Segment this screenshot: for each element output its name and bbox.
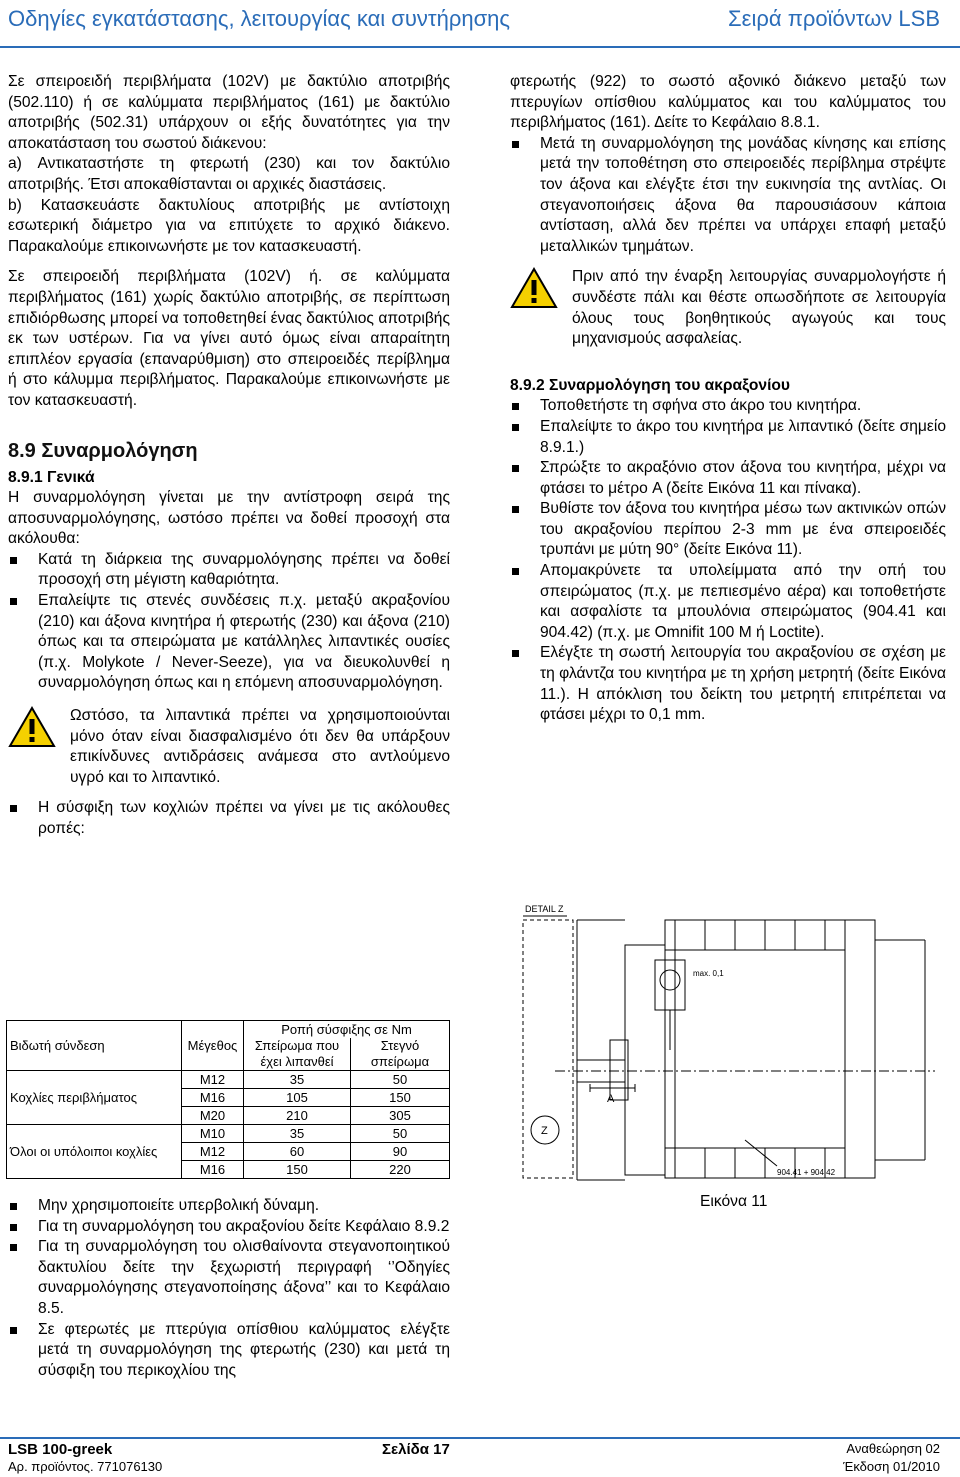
bullet-list	[8, 550, 450, 694]
table-cell: M16	[182, 1089, 244, 1107]
bullet-list	[510, 134, 946, 258]
page-header	[0, 0, 960, 48]
footer-revision: Αναθεώρηση 02	[846, 1441, 940, 1456]
list-item: Για τη συναρμολόγηση του ακραξονίου δείτε Κεφάλαιο 8.9.2	[8, 1217, 450, 1238]
warning-icon	[510, 267, 558, 309]
list-item: Απομακρύνετε τα υπολείμματα από την οπή του σπειρώματος (π.χ. με πεπιεσμένο αέρα) και τοποθετήστε και ασφαλίστε τα μπουλόνια σπειρώματος (904.41 και 904.42) (π.χ. με Omnifit 100 M ή Loctite).	[510, 561, 946, 643]
table-cell: 220	[351, 1161, 450, 1179]
table-cell: M10	[182, 1125, 244, 1143]
z-label: Z	[541, 1125, 548, 1137]
footer-document: LSB 100-greek	[8, 1441, 113, 1458]
table-cell: M12	[182, 1071, 244, 1089]
table-header-cell: Βιδωτή σύνδεση	[7, 1021, 182, 1071]
list-item: Σπρώξτε το ακραξόνιο στον άξονα του κινητήρα, μέχρι να φτάσει το μέτρο A (δείτε Εικόνα 11 και πίνακα).	[510, 458, 946, 499]
bolt-label: 904.41 + 904.42	[777, 1168, 836, 1177]
table-cell: 150	[244, 1161, 351, 1179]
footer-page-number: Σελίδα 17	[382, 1441, 450, 1458]
figure-caption: Εικόνα 11	[700, 1193, 768, 1210]
dimension-a-label: A	[607, 1093, 615, 1105]
header-title: Οδηγίες εγκατάστασης, λειτουργίας και συντήρησης	[8, 6, 511, 31]
table-cell: 35	[244, 1125, 351, 1143]
table-cell: M16	[182, 1161, 244, 1179]
list-item: Η σύσφιξη των κοχλιών πρέπει να γίνει με τις ακόλουθες ροπές:	[8, 798, 450, 839]
page-footer	[0, 1437, 960, 1474]
gauge-label: max. 0,1	[693, 969, 724, 978]
table-header-row	[7, 1021, 450, 1039]
torque-table	[6, 1020, 450, 1179]
list-item: Σε φτερωτές με πτερύγια οπίσθιου καλύμματος ελέγξτε μετά τη συναρμολόγηση της φτερωτής (230) και μετά τη σύσφιξη του περικοχλίου της	[8, 1320, 450, 1382]
paragraph: φτερωτής (922) το σωστό αξονικό διάκενο μεταξύ των πτερυγίων οπίσθιου καλύμματος και του καλύμματος του περιβλήματος (161). Δείτε το Κεφάλαιο 8.8.1.	[510, 73, 946, 132]
list-item: Κατά τη διάρκεια της συναρμολόγησης πρέπει να δοθεί προσοχή στη μέγιστη καθαριότητα.	[8, 550, 450, 591]
right-column	[510, 72, 946, 726]
table-header-cell: Μέγεθος	[182, 1021, 244, 1071]
left-column-bottom	[8, 1196, 450, 1381]
bullet-list	[8, 798, 450, 839]
table-row	[7, 1071, 450, 1089]
table-cell: Κοχλίες περιβλήματος	[7, 1071, 182, 1125]
list-item: Τοποθετήστε τη σφήνα στο άκρο του κινητήρα.	[510, 396, 946, 417]
detail-label: DETAIL Z	[525, 904, 564, 914]
table-header-cell: Στεγνό σπείρωμα	[351, 1038, 450, 1071]
list-item: Ελέγξτε τη σωστή λειτουργία του ακραξονίου σε σχέση με τη φλάντζα του κινητήρα με τη χρήση μετρητή (δείτε Εικόνα 11.). Η απόκλιση του δείκτη του μετρητή επιτρέπεται να φτάσει μέχρι το 0,1 mm.	[510, 643, 946, 725]
table-cell: Όλοι οι υπόλοιποι κοχλίες	[7, 1125, 182, 1179]
table-cell: 210	[244, 1107, 351, 1125]
header-series: Σειρά προϊόντων LSB	[728, 6, 940, 31]
table-row	[7, 1125, 450, 1143]
table-header-cell: Σπείρωμα που έχει λιπανθεί	[244, 1038, 351, 1071]
table-header-cell: Ροπή σύσφιξης σε Nm	[244, 1021, 450, 1039]
bullet-list	[510, 396, 946, 726]
warning-text: Πριν από την έναρξη λειτουργίας συναρμολογήστε ή συνδέστε πάλι και θέστε οπωσδήποτε σε λειτουργία όλους τους βοηθητικούς αγωγούς και τους μηχανισμούς ασφαλείας.	[572, 268, 946, 348]
list-item: Βυθίστε τον άξονα του κινητήρα μέσω των ακτινικών οπών του ακραξονίου περίπου 2-3 mm με ένα σπειροειδές τρυπάνι με μύτη 90° (δείτε Εικόνα 11).	[510, 499, 946, 561]
list-item: Για τη συναρμολόγηση του ολισθαίνοντα στεγανοποιητικού δακτυλίου δείτε την ξεχωριστή περιγραφή ‘’Οδηγίες συναρμολόγησης στεγανοποίησης άξονα’’ και το Κεφάλαιο 8.5.	[8, 1237, 450, 1319]
list-item: Επαλείψτε το άκρο του κινητήρα με λιπαντικό (δείτε σημείο 8.9.1.)	[510, 417, 946, 458]
warning-icon	[8, 706, 56, 748]
table-cell: 60	[244, 1143, 351, 1161]
list-item: Μην χρησιμοποιείτε υπερβολική δύναμη.	[8, 1196, 450, 1217]
table-cell: 150	[351, 1089, 450, 1107]
table-cell: 105	[244, 1089, 351, 1107]
footer-edition: Έκδοση 01/2010	[843, 1459, 940, 1474]
paragraph: Σε σπειροειδή περιβλήματα (102V) με δακτύλιο αποτριβής (502.110) ή σε καλύμματα περιβλήματος (161) με δακτύλιο αποτριβής (502.31) υπάρχουν οι εξής δυνατότητες για την αποκατάσταση του σωστού διάκενου:	[8, 73, 450, 152]
table-cell: 50	[351, 1125, 450, 1143]
paragraph: b) Κατασκευάστε δακτυλίους αποτριβής με αντίστοιχη εσωτερική διάμετρο για να επιτύχετε το αρχικό διάκενο. Παρακαλούμε επικοινωνήστε με τον κατασκευαστή.	[8, 196, 450, 255]
subsection-heading: 8.9.1 Γενικά	[8, 468, 95, 486]
warning-text: Ωστόσο, τα λιπαντικά πρέπει να χρησιμοποιούνται μόνο όταν είναι διασφαλισμένο ότι δεν θα υπάρξουν επικίνδυνες αντιδράσεις ανάμεσα στο αντλούμενο υγρό και το λιπαντικό.	[70, 707, 450, 786]
section-heading: 8.9 Συναρμολόγηση	[8, 439, 198, 462]
paragraph: Σε σπειροειδή περιβλήματα (102V) ή. σε καλύμματα περιβλήματος (161) χωρίς δακτύλιο αποτριβής, σε περίπτωση επιδιόρθωσης μπορεί να τοποθετηθεί ένας δακτύλιος αποτριβής εκ των υστέρων. Για να γίνει αυτό όμως είναι απαραίτητη επιπλέον εργασία (επαναρύθμιση) στο σπειροειδές περίβλημα ή στο κάλυμμα περιβλήματος. Παρακαλούμε επικοινωνήστε με τον κατασκευαστή.	[8, 268, 450, 409]
warning-note	[8, 706, 450, 788]
left-column	[8, 72, 450, 840]
motor-shaft-drawing	[515, 890, 945, 1185]
table-cell: 305	[351, 1107, 450, 1125]
paragraph: a) Αντικαταστήστε τη φτερωτή (230) και τον δακτύλιο αποτριβής. Έτσι αποκαθίστανται οι αρχικές διαστάσεις.	[8, 155, 450, 193]
warning-note	[510, 267, 946, 349]
table-cell: 35	[244, 1071, 351, 1089]
subsection-heading: 8.9.2 Συναρμολόγηση του ακραξονίου	[510, 376, 791, 394]
table-cell: 90	[351, 1143, 450, 1161]
table-cell: M20	[182, 1107, 244, 1125]
paragraph: Η συναρμολόγηση γίνεται με την αντίστροφη σειρά της αποσυναρμολόγησης, ωστόσο πρέπει να δοθεί προσοχή στα ακόλουθα:	[8, 489, 450, 548]
table-cell: 50	[351, 1071, 450, 1089]
list-item: Επαλείψτε τις στενές συνδέσεις π.χ. μεταξύ ακραξονίου (210) και άξονα κινητήρα ή φτερωτής (230) και άξονα (210) όπως και τα σπειρώματα με κατάλληλες λιπαντικές ουσίες (π.χ. Molykote / Never-Seeze), για να διευκολυνθεί η συναρμολόγηση όπως και η επόμενη αποσυναρμολόγηση.	[8, 591, 450, 694]
table-cell: M12	[182, 1143, 244, 1161]
bullet-list	[8, 1196, 450, 1381]
footer-product-number: Αρ. προϊόντος. 771076130	[8, 1459, 163, 1474]
list-item: Μετά τη συναρμολόγηση της μονάδας κίνησης και επίσης μετά την τοποθέτηση στο σπειροειδές περίβλημα στρέψτε τον άξονα και ελέγξτε έτσι την ευκινησία της αντλίας. Οι στεγανοποιήσεις άξονα θα παρουσιάσουν κάποια αντίσταση, αλλά δεν πρέπει να υπάρχει επαφή μεταξύ μεταλλικών τμημάτων.	[510, 134, 946, 258]
